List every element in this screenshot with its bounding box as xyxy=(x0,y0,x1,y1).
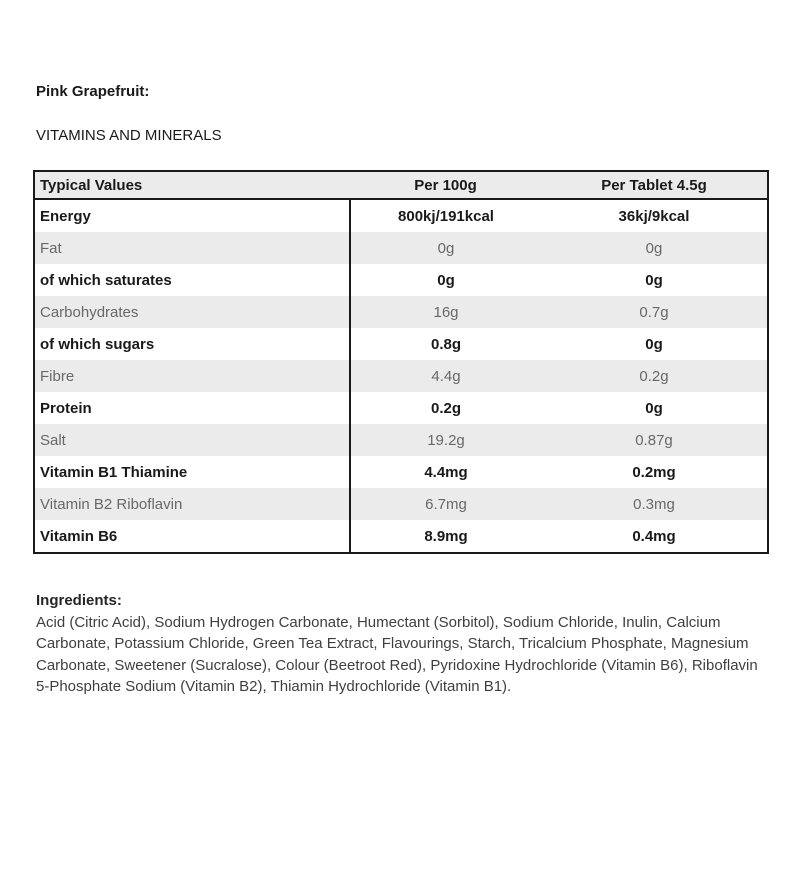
row-label: Vitamin B2 Riboflavin xyxy=(34,488,350,520)
per-100g-value: 0g xyxy=(437,239,455,257)
ingredients-section xyxy=(36,590,769,698)
row-label: Carbohydrates xyxy=(34,296,350,328)
section-title: VITAMINS AND MINERALS xyxy=(36,127,222,144)
header-per-tablet: Per Tablet 4.5g xyxy=(541,171,768,199)
product-title: Pink Grapefruit: xyxy=(36,83,150,100)
header-typical-values: Typical Values xyxy=(34,171,350,199)
per-tablet-value: 0.2mg xyxy=(632,463,676,481)
row-label: Vitamin B1 Thiamine xyxy=(34,456,350,488)
per-100g-value: 16g xyxy=(433,303,459,321)
row-label: Fat xyxy=(34,232,350,264)
per-tablet-value: 0g xyxy=(645,239,663,257)
per-100g-value: 4.4mg xyxy=(424,463,468,481)
nutrition-table-body xyxy=(34,199,768,553)
per-tablet-value: 0.87g xyxy=(635,431,673,449)
table-row xyxy=(34,264,768,296)
nutrition-table xyxy=(33,170,769,554)
table-row xyxy=(34,328,768,360)
table-row xyxy=(34,424,768,456)
table-row xyxy=(34,232,768,264)
per-tablet-value: 0g xyxy=(645,335,663,353)
table-row xyxy=(34,520,768,553)
row-label: Vitamin B6 xyxy=(34,520,350,553)
per-100g-value: 800kj/191kcal xyxy=(398,207,494,225)
header-per-100g: Per 100g xyxy=(350,171,541,199)
per-100g-value: 0.2g xyxy=(430,399,461,417)
per-100g-value: 4.4g xyxy=(431,367,461,385)
row-label: Salt xyxy=(34,424,350,456)
per-100g-value: 0g xyxy=(437,271,455,289)
per-100g-value: 19.2g xyxy=(427,431,465,449)
table-row xyxy=(34,392,768,424)
table-row xyxy=(34,456,768,488)
table-row xyxy=(34,199,768,232)
table-row xyxy=(34,296,768,328)
row-label: of which saturates xyxy=(34,264,350,296)
per-100g-value: 0.8g xyxy=(430,335,461,353)
ingredients-text: Acid (Citric Acid), Sodium Hydrogen Carbonate, Humectant (Sorbitol), Sodium Chloride, Inulin, Calcium Carbonate, Potassium Chloride, Green Tea Extract, Flavourings, Starch, Tricalcium Phosphate, Magnesium Carbonate, Sweetener (Sucralose), Colour (Beetroot Red), Pyridoxine Hydrochloride (Vitamin B6), Riboflavin 5-Phosphate Sodium (Vitamin B2), Thiamin Hydrochloride (Vitamin B1). xyxy=(36,613,758,695)
per-tablet-value: 36kj/9kcal xyxy=(618,207,690,225)
per-100g-value: 6.7mg xyxy=(425,495,467,513)
per-tablet-value: 0.7g xyxy=(639,303,669,321)
per-tablet-value: 0g xyxy=(645,399,663,417)
table-header-row xyxy=(34,171,768,199)
per-tablet-value: 0.3mg xyxy=(633,495,675,513)
page xyxy=(0,84,800,698)
table-row xyxy=(34,360,768,392)
ingredients-heading: Ingredients: xyxy=(36,592,122,609)
row-label: Energy xyxy=(34,199,350,232)
row-label: Fibre xyxy=(34,360,350,392)
row-label: of which sugars xyxy=(34,328,350,360)
per-tablet-value: 0.4mg xyxy=(632,527,676,545)
per-tablet-value: 0g xyxy=(645,271,663,289)
per-tablet-value: 0.2g xyxy=(639,367,669,385)
row-label: Protein xyxy=(34,392,350,424)
table-row xyxy=(34,488,768,520)
per-100g-value: 8.9mg xyxy=(424,527,468,545)
